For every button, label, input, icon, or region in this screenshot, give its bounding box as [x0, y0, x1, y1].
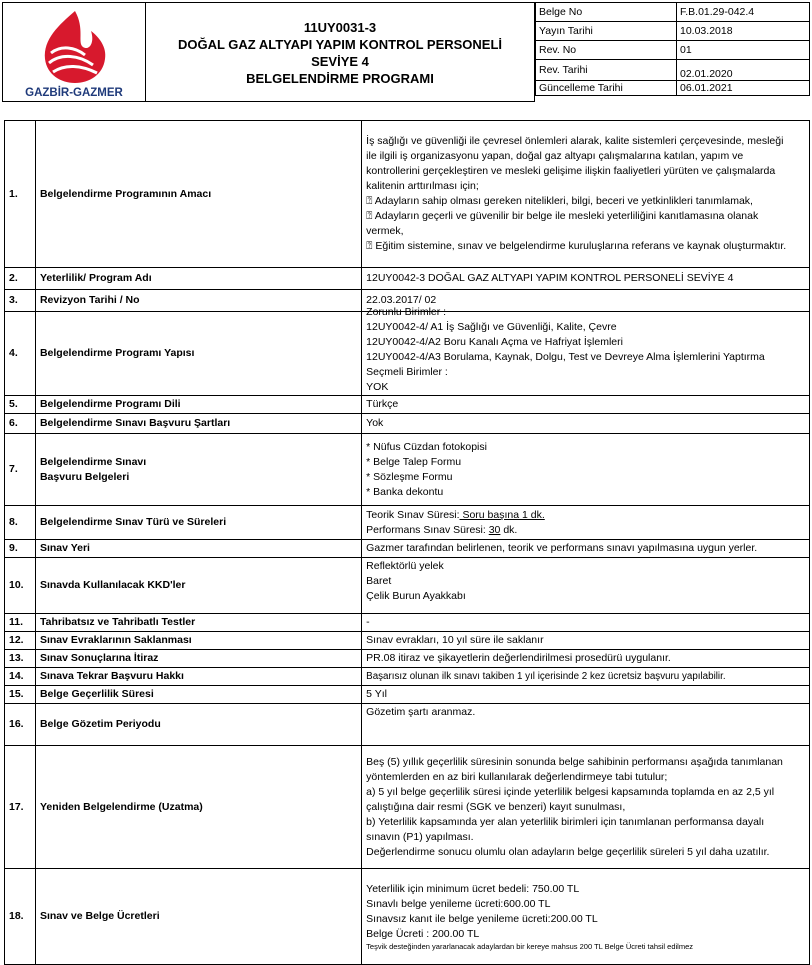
text-line: Sınavsız kanıt ile belge yenileme ücreti:200.00 TL: [366, 912, 598, 925]
row-value: -: [362, 614, 810, 632]
text-line: ⍰ Adayların geçerli ve güvenilir bir belge ile mesleki yeterliliğini kanıtlamasına olanak: [366, 210, 759, 222]
document-meta-table: [535, 2, 810, 96]
row-label: Yeterlilik/ Program Adı: [35, 268, 361, 290]
text-line: kontrollerini gerçekleştiren ve mesleki gelişime ilişkin faaliyetleri yürüten ve çalışmalarda: [366, 165, 776, 177]
row-number: 10.: [5, 558, 36, 614]
meta-key: Rev. Tarihi: [536, 60, 677, 81]
title-line-program: BELGELENDİRME PROGRAMI: [246, 71, 434, 86]
table-row: [5, 312, 810, 396]
meta-key: Belge No: [536, 3, 677, 22]
text-line: [366, 523, 805, 538]
title-line-code: 11UY0031-3: [303, 20, 377, 35]
table-row: [5, 650, 810, 668]
logo-box: [2, 2, 146, 102]
row-label: Sınav Yeri: [35, 540, 361, 558]
row-value: Yok: [362, 414, 810, 434]
meta-row: [536, 3, 810, 22]
row-value: Gözetim şartı aranmaz.: [362, 704, 810, 746]
text-line: [366, 508, 805, 523]
row-label: Belgelendirme Sınav Türü ve Süreleri: [35, 506, 361, 540]
row-label: Sınav Sonuçlarına İtiraz: [35, 650, 361, 668]
row-label: Sınava Tekrar Başvuru Hakkı: [35, 668, 361, 686]
table-row: [5, 268, 810, 290]
row-number: 12.: [5, 632, 36, 650]
text-line: * Belge Talep Formu: [366, 455, 462, 468]
row-label: Tahribatsız ve Tahribatlı Testler: [35, 614, 361, 632]
title-line-occupation: DOĞAL GAZ ALTYAPI YAPIM KONTROL PERSONELİ: [177, 37, 503, 52]
row-number: 2.: [5, 268, 36, 290]
text-line: Çelik Burun Ayakkabı: [366, 590, 466, 602]
text-line: Zorunlu Birimler :: [366, 305, 447, 318]
label-line: Belgelendirme Sınavı: [39, 455, 147, 468]
row-value: Türkçe: [362, 396, 810, 414]
text-line: YOK: [366, 380, 389, 393]
row-number: 1.: [5, 121, 36, 268]
row-label: Belgelendirme Programı Dili: [35, 396, 361, 414]
meta-key: Güncelleme Tarihi: [536, 81, 677, 96]
row-label: [35, 434, 361, 506]
row-number: 17.: [5, 746, 36, 869]
table-row: [5, 686, 810, 704]
row-value: [362, 869, 810, 965]
meta-row: [536, 60, 810, 81]
row-number: 6.: [5, 414, 36, 434]
text-line: Baret: [366, 575, 392, 587]
row-label: Yeniden Belgelendirme (Uzatma): [35, 746, 361, 869]
table-row: [5, 506, 810, 540]
row-number: 14.: [5, 668, 36, 686]
text-line: vermek,: [366, 225, 404, 237]
text-line: Değerlendirme sonucu olumlu olan adayların belge geçerlilik süreleri 5 yıl daha uzatılır.: [366, 845, 770, 858]
row-value: PR.08 itiraz ve şikayetlerin değerlendirilmesi prosedürü uygulanır.: [362, 650, 810, 668]
clipped-content: [366, 305, 805, 395]
text-line: Reflektörlü yelek: [366, 560, 444, 572]
title-line-level: SEVİYE 4: [311, 54, 369, 69]
text-line: Sınavlı belge yenileme ücreti:600.00 TL: [366, 897, 551, 910]
underlined-text: Soru başına 1 dk.: [459, 508, 545, 521]
logo-text: GAZBİR-GAZMER: [25, 87, 123, 99]
row-value: [362, 746, 810, 869]
text-line: çalıştığına dair resmi (SGK ve benzeri) kayıt sunulması,: [366, 800, 626, 813]
row-value: Başarısız olunan ilk sınavı takiben 1 yıl içerisinde 2 kez ücretsiz başvuru yapılabilir.: [362, 668, 810, 686]
row-value: 5 Yıl: [362, 686, 810, 704]
text-line: Beş (5) yıllık geçerlilik süresinin sonunda belge sahibinin performansı aşağıda tanımlanan: [366, 755, 783, 768]
table-row: [5, 869, 810, 965]
text-line: * Banka dekontu: [366, 485, 444, 498]
text-line: sınavın (P1) yapılması.: [366, 830, 474, 843]
text-span: Performans Sınav Süresi:: [366, 523, 489, 536]
meta-value: F.B.01.29-042.4: [677, 3, 810, 22]
row-number: 13.: [5, 650, 36, 668]
text-line: a) 5 yıl belge geçerlilik süresi içinde yeterlilik belgesi kapsamında toplamda en az 2,5 yıl: [366, 785, 775, 798]
meta-value: 02.01.2020: [677, 60, 810, 81]
label-line: Başvuru Belgeleri: [39, 470, 130, 483]
row-label: Revizyon Tarihi / No: [35, 290, 361, 312]
text-line: 12UY0042-4/A2 Boru Kanalı Açma ve Hafriyat İşlemleri: [366, 335, 623, 348]
row-value: [362, 434, 810, 506]
meta-key: Rev. No: [536, 41, 677, 60]
table-row: [5, 414, 810, 434]
meta-row: [536, 41, 810, 60]
table-row: [5, 746, 810, 869]
meta-value: 06.01.2021: [677, 81, 810, 96]
row-number: 5.: [5, 396, 36, 414]
table-row: [5, 434, 810, 506]
row-label: Belge Geçerlilik Süresi: [35, 686, 361, 704]
underlined-text: 30: [488, 523, 501, 536]
text-line: * Nüfus Cüzdan fotokopisi: [366, 440, 487, 453]
text-line: İş sağlığı ve güvenliği ile çevresel önlemleri alarak, kalite sistemleri çerçevesinde, mesleği: [366, 135, 784, 147]
row-label: Sınav ve Belge Ücretleri: [35, 869, 361, 965]
row-number: 18.: [5, 869, 36, 965]
row-label: Belgelendirme Programının Amacı: [35, 121, 361, 268]
row-value: 12UY0042-3 DOĞAL GAZ ALTYAPI YAPIM KONTROL PERSONELİ SEVİYE 4: [362, 268, 810, 290]
program-table: [4, 120, 810, 965]
row-value: Sınav evrakları, 10 yıl süre ile saklanır: [362, 632, 810, 650]
text-line: ⍰ Eğitim sistemine, sınav ve belgelendirme kuruluşlarına referans ve kaynak oluşturmaktır.: [366, 240, 787, 252]
table-row: [5, 614, 810, 632]
text-line: ile ilgili iş organizasyonu yapan, doğal gaz altyapı çalışmalarına katılan, yapım ve: [366, 150, 744, 162]
row-number: 3.: [5, 290, 36, 312]
row-value: Gazmer tarafından belirlenen, teorik ve performans sınavı yapılmasına uygun yerler.: [362, 540, 810, 558]
text-line: Yeterlilik için minimum ücret bedeli: 750.00 TL: [366, 882, 580, 895]
structure-lines: [366, 305, 765, 395]
meta-value: 10.03.2018: [677, 22, 810, 41]
text-line: 12UY0042-4/ A1 İş Sağlığı ve Güvenliği, Kalite, Çevre: [366, 320, 617, 333]
meta-key: Yayın Tarihi: [536, 22, 677, 41]
row-value: [362, 121, 810, 268]
text-span: dk.: [500, 523, 518, 536]
text-line: Seçmeli Birimler :: [366, 365, 448, 378]
row-value: [362, 506, 810, 540]
text-line: ⍰ Adayların sahip olması gereken nitelikleri, bilgi, beceri ve yetkinlikleri tanımlamak,: [366, 195, 753, 207]
table-row: [5, 558, 810, 614]
row-label: Sınav Evraklarının Saklanması: [35, 632, 361, 650]
table-row: [5, 121, 810, 268]
row-value: 22.03.2017/ 02: [362, 290, 810, 312]
meta-row: [536, 22, 810, 41]
row-value: [362, 305, 810, 396]
text-line: yöntemlerden en az biri kullanılarak değerlendirmeye tabi tutulur;: [366, 770, 668, 783]
table-row: [5, 632, 810, 650]
row-label: Sınavda Kullanılacak KKD'ler: [35, 558, 361, 614]
row-label: Belge Gözetim Periyodu: [35, 704, 361, 746]
meta-value: 01: [677, 41, 810, 60]
table-row: [5, 704, 810, 746]
row-value: [362, 558, 810, 614]
row-number: 16.: [5, 704, 36, 746]
table-row: [5, 668, 810, 686]
table-row: [5, 396, 810, 414]
row-number: 7.: [5, 434, 36, 506]
row-label: Belgelendirme Sınavı Başvuru Şartları: [35, 414, 361, 434]
row-number: 11.: [5, 614, 36, 632]
text-line: Belge Ücreti : 200.00 TL: [366, 927, 480, 940]
text-span: Teorik Sınav Süresi:: [366, 508, 460, 521]
row-number: 15.: [5, 686, 36, 704]
document-title: [145, 2, 535, 102]
row-number: 9.: [5, 540, 36, 558]
row-number: 4.: [5, 312, 36, 396]
document-header: [2, 2, 810, 112]
text-line: kalitenin arttırılması için;: [366, 180, 479, 192]
row-number: 8.: [5, 506, 36, 540]
row-label: Belgelendirme Programı Yapısı: [35, 312, 361, 396]
meta-row: [536, 81, 810, 96]
text-line: 12UY0042-4/A3 Borulama, Kaynak, Dolgu, Test ve Devreye Alma İşlemlerini Yaptırma: [366, 350, 765, 363]
text-line: * Sözleşme Formu: [366, 470, 453, 483]
table-row: [5, 540, 810, 558]
text-line: b) Yeterlilik kapsamında yer alan yeterlilik birimleri için tanımlanan performansa dayalı: [366, 815, 765, 828]
fee-note: Teşvik desteğinden yararlanacak adaylardan bir kereye mahsus 200 TL Belge Ücreti tahsil edilmez: [366, 941, 693, 951]
